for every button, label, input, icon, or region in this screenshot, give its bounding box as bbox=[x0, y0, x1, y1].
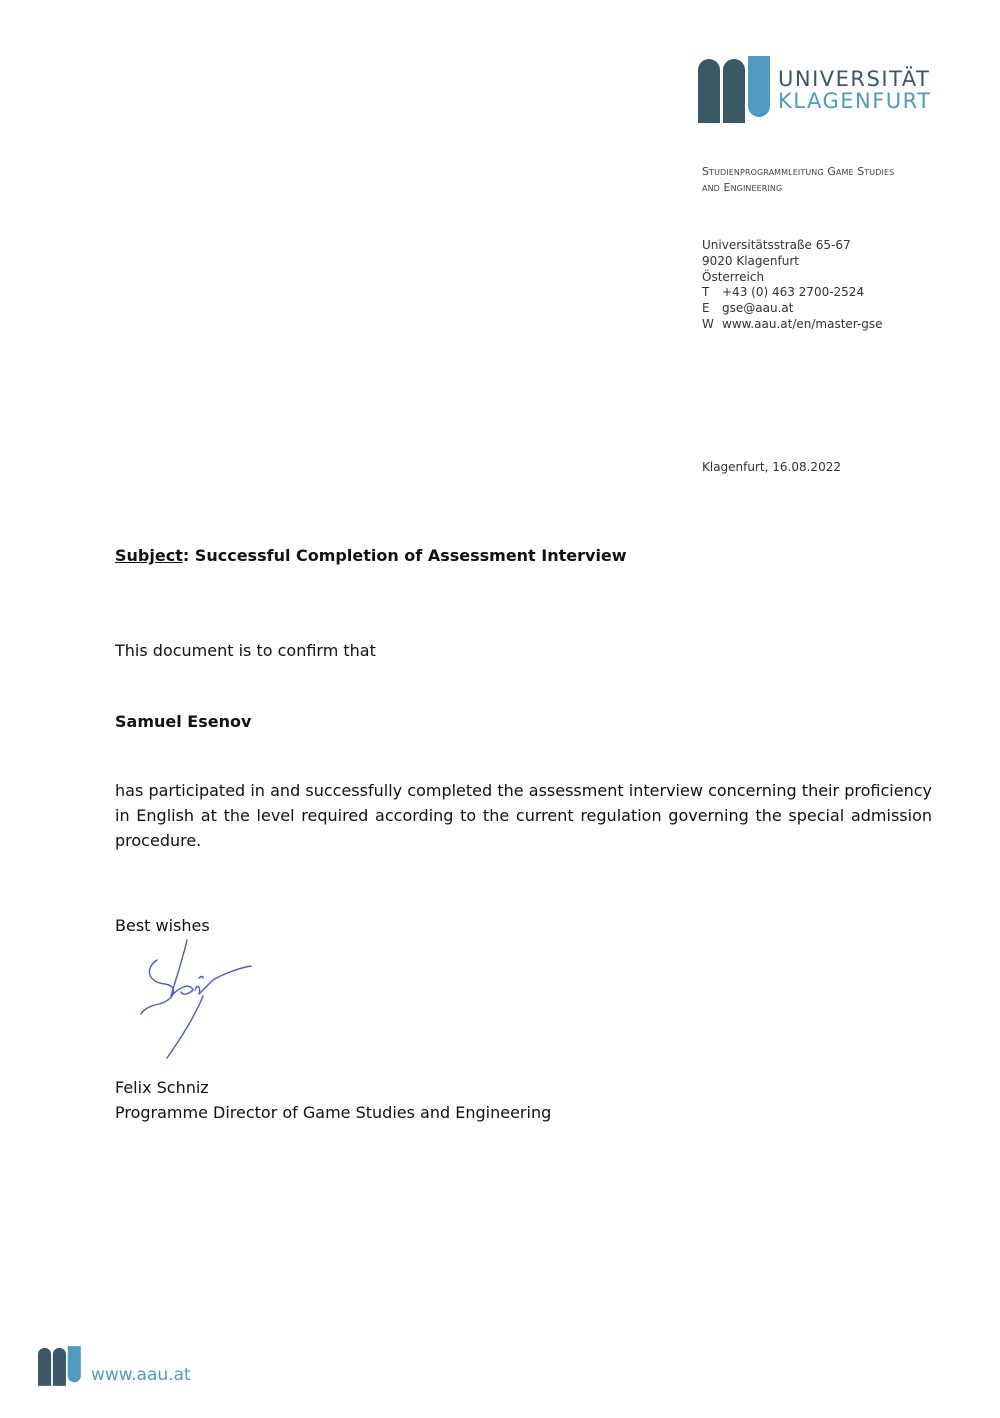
address-street: Universitätsstraße 65-67 bbox=[702, 238, 851, 252]
university-logo-mark bbox=[698, 56, 772, 123]
university-logo bbox=[698, 56, 932, 123]
address-email bbox=[702, 301, 883, 317]
signer-title: Programme Director of Game Studies and Engineering bbox=[115, 1103, 552, 1122]
subject-separator: : bbox=[182, 546, 190, 565]
address-web bbox=[702, 317, 883, 333]
footer bbox=[38, 1346, 191, 1386]
footer-logo-mark bbox=[38, 1346, 82, 1386]
phone-value: +43 (0) 463 2700-2524 bbox=[722, 285, 865, 300]
department-line2: and Engineering bbox=[702, 181, 783, 194]
subject-label: Subject bbox=[115, 546, 183, 565]
signature bbox=[135, 938, 265, 1063]
web-link[interactable]: www.aau.at/en/master-gse bbox=[722, 316, 883, 331]
signer-name: Felix Schniz bbox=[115, 1078, 209, 1097]
department-name bbox=[702, 164, 962, 196]
date-line: Klagenfurt, 16.08.2022 bbox=[702, 460, 841, 474]
email-label: E bbox=[702, 301, 710, 316]
confirm-text: This document is to confirm that bbox=[115, 641, 376, 660]
address-phone bbox=[702, 285, 883, 301]
body-paragraph: has participated in and successfully completed the assessment interview concerning their proficiency in English at the level required according to the current regulation governing the special admission procedure. bbox=[115, 781, 932, 850]
department-line1: Studienprogrammleitung Game Studies bbox=[702, 165, 895, 178]
subject-line bbox=[115, 546, 627, 565]
address-country: Österreich bbox=[702, 269, 765, 284]
address-city: 9020 Klagenfurt bbox=[702, 253, 799, 268]
university-name-line1: UNIVERSITÄT bbox=[778, 66, 931, 91]
signer-block bbox=[115, 1075, 551, 1125]
recipient-name: Samuel Esenov bbox=[115, 712, 252, 731]
phone-label: T bbox=[702, 285, 710, 300]
university-name bbox=[778, 68, 932, 112]
footer-url-link[interactable]: www.aau.at bbox=[91, 1365, 191, 1385]
university-name-line2: KLAGENFURT bbox=[778, 88, 932, 113]
closing-text: Best wishes bbox=[115, 916, 210, 935]
web-label: W bbox=[702, 316, 714, 331]
email-link[interactable]: gse@aau.at bbox=[722, 301, 794, 316]
subject-text: Successful Completion of Assessment Interview bbox=[189, 546, 627, 565]
address-block bbox=[702, 238, 883, 333]
